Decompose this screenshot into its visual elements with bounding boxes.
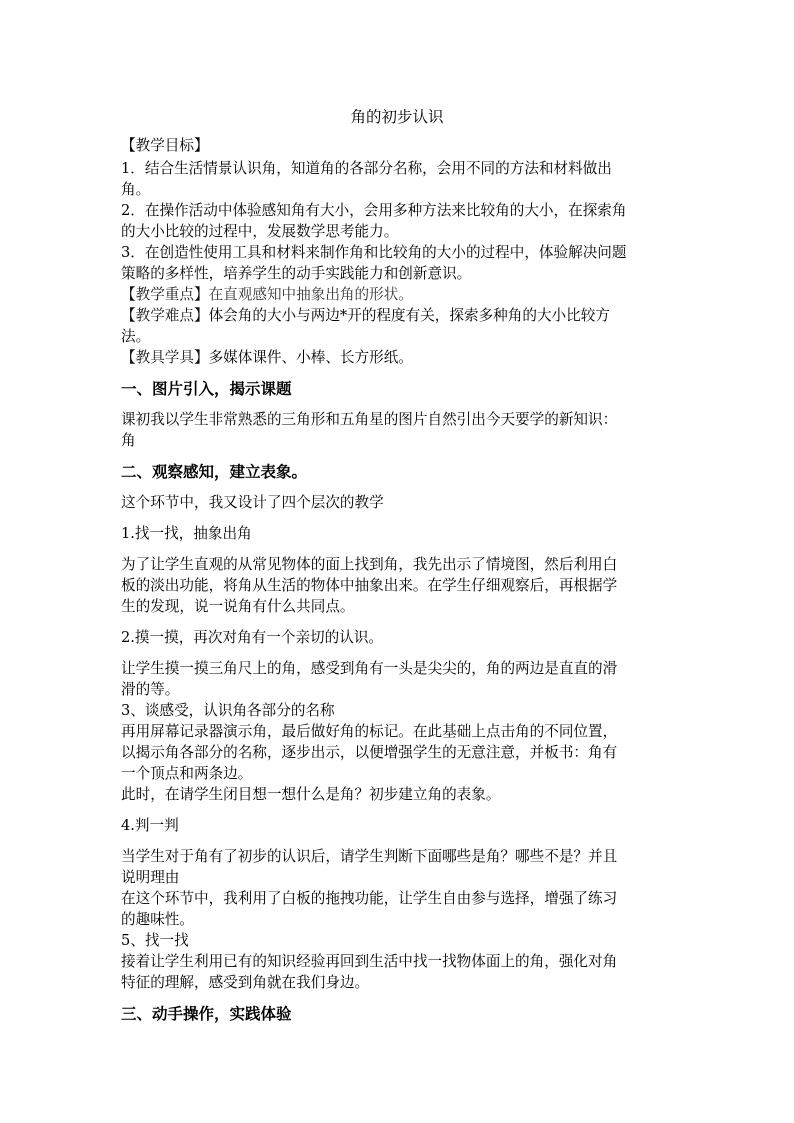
step4-line2: 说明理由 <box>121 869 180 886</box>
step5-line2: 特征的理解，感受到角就在我们身边。 <box>121 974 370 991</box>
difficulty-label: 【教学难点】 <box>121 307 209 324</box>
objective-3-line2: 策略的多样性，培养学生的动手实践能力和创新意识。 <box>121 265 472 282</box>
step1-title: 1.找一找，抽象出角 <box>121 525 252 542</box>
step2-line2: 滑的等。 <box>121 681 180 698</box>
section1-line1: 课初我以学生非常熟悉的三角形和五角星的图片自然引出今天要学的新知识： <box>121 411 618 428</box>
section1-heading: 一、图片引入，揭示课题 <box>121 380 292 398</box>
section3-heading: 三、动手操作，实践体验 <box>121 1005 292 1023</box>
objectives-heading: 【教学目标】 <box>121 137 209 154</box>
step3-line4: 此时，在请学生闭目想一想什么是角？初步建立角的表象。 <box>121 786 501 803</box>
objective-1-line2: 角。 <box>121 181 151 198</box>
key-point <box>121 285 413 305</box>
difficulty-text-line1: 体会角的大小与两边*开的程度有关，探索多种角的大小比较方 <box>208 307 610 324</box>
step4-title: 4.判一判 <box>121 817 179 834</box>
difficulty <box>121 306 610 326</box>
objective-1-line1: 1．结合生活情景认识角，知道角的各部分名称，会用不同的方法和材料做出 <box>121 160 612 177</box>
step1-line2: 板的淡出功能，将角从生活的物体中抽象出来。在学生仔细观察后，再根据学 <box>121 577 618 594</box>
step5-title: 5、找一找 <box>121 932 189 949</box>
objective-2-line2: 的大小比较的过程中，发展数学思考能力。 <box>121 223 399 240</box>
step3-line1: 再用屏幕记录器演示角，最后做好角的标记。在此基础上点击角的不同位置， <box>121 723 618 740</box>
objective-3-line1: 3．在创造性使用工具和材料来制作角和比较角的大小的过程中，体验解决问题 <box>121 244 627 261</box>
step1-line3: 生的发现，说一说角有什么共同点。 <box>121 598 355 615</box>
section1-line2: 角 <box>121 432 136 449</box>
step4-line3: 在这个环节中，我利用了白板的拖拽功能，让学生自由参与选择，增强了练习 <box>121 890 618 907</box>
tools-text: 多媒体课件、小棒、长方形纸。 <box>208 349 413 366</box>
section2-heading: 二、观察感知，建立表象。 <box>121 463 308 481</box>
step3-line2: 以揭示角各部分的名称，逐步出示，以便增强学生的无意注意，并板书：角有 <box>121 744 618 761</box>
tools <box>121 348 413 368</box>
step4-line4: 的趣味性。 <box>121 911 194 928</box>
page-title: 角的初步认识 <box>350 108 444 126</box>
key-point-label: 【教学重点】 <box>121 286 209 303</box>
step2-line1: 让学生摸一摸三角尺上的角，感受到角有一头是尖尖的，角的两边是直直的滑 <box>121 660 618 677</box>
step3-title: 3、谈感受，认识角各部分的名称 <box>121 702 335 719</box>
step1-line1: 为了让学生直观的从常见物体的面上找到角，我先出示了情境图，然后利用白 <box>121 556 618 573</box>
tools-label: 【教具学具】 <box>121 349 209 366</box>
objective-2-line1: 2．在操作活动中体验感知角有大小，会用多种方法来比较角的大小，在探索角 <box>121 202 627 219</box>
step2-title: 2.摸一摸，再次对角有一个亲切的认识。 <box>121 629 384 646</box>
difficulty-text-line2: 法。 <box>121 328 151 345</box>
key-point-text: 在直观感知中抽象出角的形状。 <box>208 286 413 303</box>
step5-line1: 接着让学生利用已有的知识经验再回到生活中找一找物体面上的角，强化对角 <box>121 953 618 970</box>
section2-intro: 这个环节中，我又设计了四个层次的教学 <box>121 494 384 511</box>
step4-line1: 当学生对于角有了初步的认识后，请学生判断下面哪些是角？哪些不是？并且 <box>121 848 618 865</box>
step3-line3: 一个顶点和两条边。 <box>121 765 253 782</box>
